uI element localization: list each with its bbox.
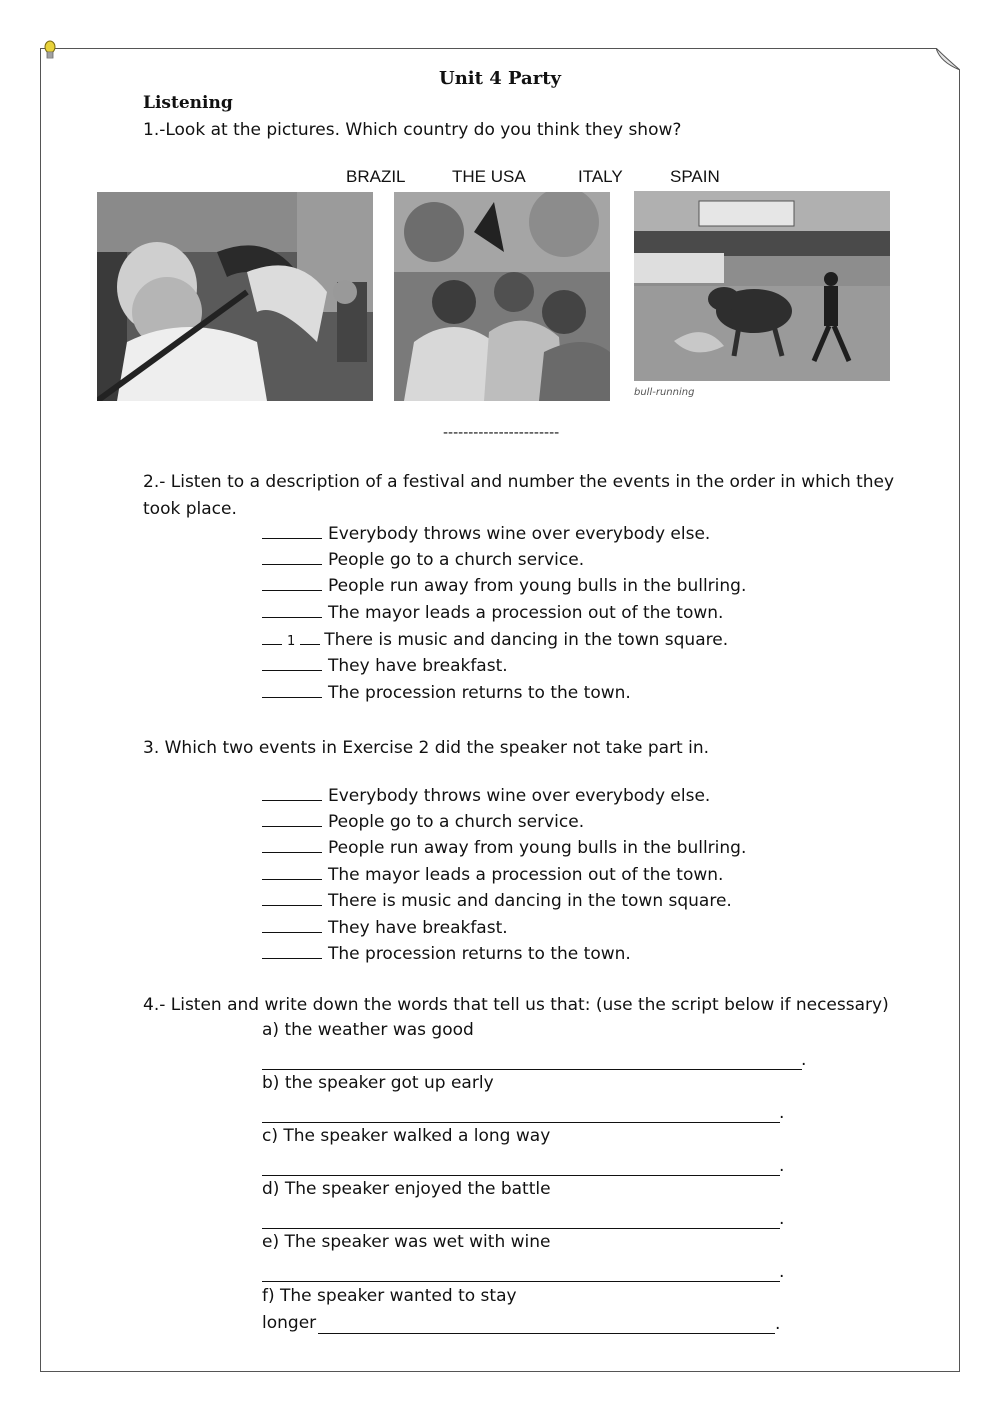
event-item: The procession returns to the town. [262, 944, 631, 964]
event-item: Everybody throws wine over everybody else. [262, 524, 710, 544]
number-blank[interactable] [262, 576, 322, 591]
lightbulb-icon [43, 40, 57, 62]
end-mark: . [779, 1103, 785, 1123]
answer-line: ----------------------- [443, 425, 560, 441]
event-item: They have breakfast. [262, 656, 508, 676]
prompt-c: c) The speaker walked a long way [262, 1126, 551, 1146]
page-curl-icon [936, 48, 960, 70]
prompt-f: f) The speaker wanted to stay [262, 1286, 517, 1306]
mark-blank[interactable] [262, 944, 322, 959]
answer-line-d[interactable] [262, 1228, 780, 1229]
question-4-text: 4.- Listen and write down the words that tell us that: (use the script below if necessary) [143, 995, 889, 1015]
end-mark: . [779, 1209, 785, 1229]
event-item: 1 There is music and dancing in the town square. [262, 630, 728, 650]
event-item: People run away from young bulls in the bullring. [262, 838, 746, 858]
prompt-f-continued: longer [262, 1313, 317, 1333]
number-blank[interactable] [262, 524, 322, 539]
example-number-blank: 1 [262, 630, 320, 650]
festival-photo-crowd [394, 192, 610, 401]
mark-blank[interactable] [262, 865, 322, 880]
answer-line-a[interactable] [262, 1069, 802, 1070]
country-option: BRAZIL [346, 167, 406, 186]
mark-blank[interactable] [262, 812, 322, 827]
festival-photo-bull-running [634, 191, 890, 381]
photo-caption: bull-running [634, 387, 695, 398]
country-option: THE USA [452, 167, 526, 186]
mark-blank[interactable] [262, 838, 322, 853]
end-mark: . [801, 1050, 807, 1070]
number-blank[interactable] [262, 683, 322, 698]
end-mark: . [779, 1156, 785, 1176]
number-blank[interactable] [262, 656, 322, 671]
mark-blank[interactable] [262, 918, 322, 933]
prompt-e: e) The speaker was wet with wine [262, 1232, 551, 1252]
event-item: People run away from young bulls in the bullring. [262, 576, 746, 596]
event-item: They have breakfast. [262, 918, 508, 938]
section-heading: Listening [143, 93, 233, 113]
answer-line-f[interactable] [318, 1333, 775, 1334]
festival-photo-drinking [97, 192, 373, 401]
number-blank[interactable] [262, 550, 322, 565]
question-3-text: 3. Which two events in Exercise 2 did the speaker not take part in. [143, 738, 709, 758]
end-mark: . [779, 1262, 785, 1282]
event-item: The mayor leads a procession out of the town. [262, 865, 723, 885]
question-1-text: 1.-Look at the pictures. Which country do you think they show? [143, 120, 682, 140]
number-blank[interactable] [262, 603, 322, 618]
mark-blank[interactable] [262, 891, 322, 906]
mark-blank[interactable] [262, 786, 322, 801]
answer-line-c[interactable] [262, 1175, 780, 1176]
country-option: ITALY [578, 167, 623, 186]
prompt-a: a) the weather was good [262, 1020, 474, 1040]
question-2-text: 2.- Listen to a description of a festival and number the events in the order in which they took place. [143, 472, 895, 519]
event-item: The procession returns to the town. [262, 683, 631, 703]
answer-line-e[interactable] [262, 1281, 780, 1282]
country-option: SPAIN [670, 167, 720, 186]
prompt-b: b) the speaker got up early [262, 1073, 494, 1093]
event-item: There is music and dancing in the town square. [262, 891, 732, 911]
page-title: Unit 4 Party [439, 68, 561, 89]
event-item: People go to a church service. [262, 812, 584, 832]
end-mark: . [775, 1314, 781, 1334]
event-item: The mayor leads a procession out of the town. [262, 603, 723, 623]
event-item: Everybody throws wine over everybody else. [262, 786, 710, 806]
event-item: People go to a church service. [262, 550, 584, 570]
prompt-d: d) The speaker enjoyed the battle [262, 1179, 551, 1199]
answer-line-b[interactable] [262, 1122, 780, 1123]
